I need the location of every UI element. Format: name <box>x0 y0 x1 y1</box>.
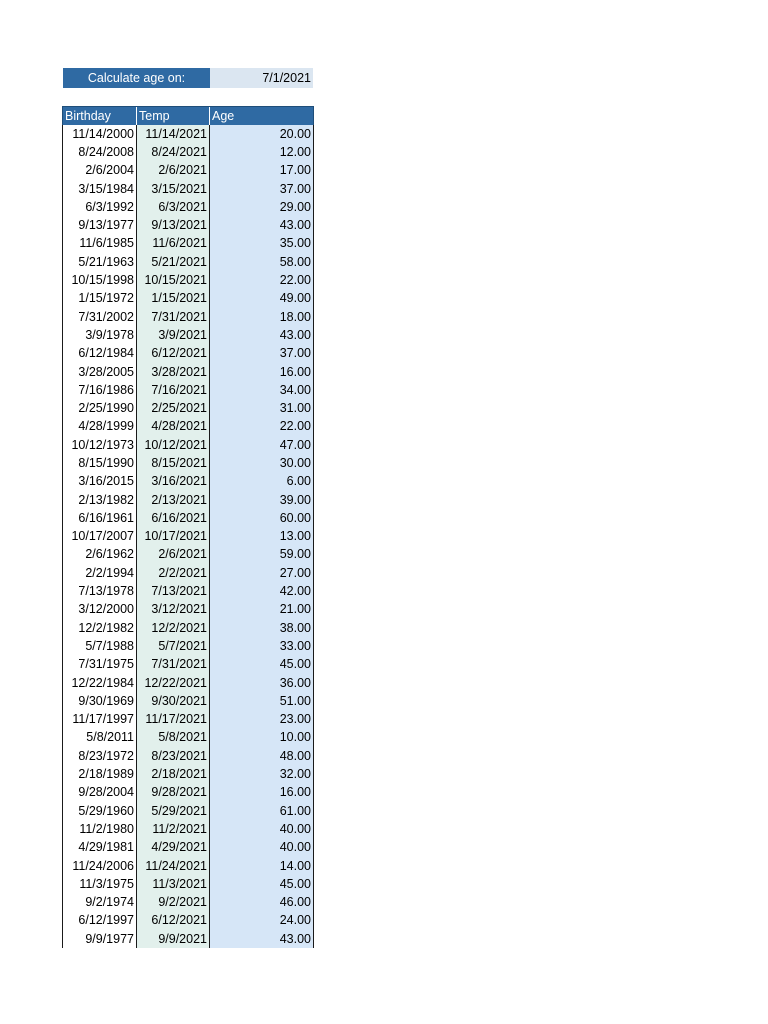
table-row <box>63 582 314 600</box>
age-cell[interactable]: 60.00 <box>210 509 314 527</box>
temp-cell[interactable]: 3/9/2021 <box>137 326 210 344</box>
birthday-cell[interactable]: 11/6/1985 <box>63 235 137 253</box>
age-cell[interactable]: 43.00 <box>210 216 314 234</box>
birthday-cell[interactable]: 5/7/1988 <box>63 637 137 655</box>
birthday-cell[interactable]: 4/29/1981 <box>63 839 137 857</box>
table-row <box>63 180 314 198</box>
birthday-cell[interactable]: 6/12/1997 <box>63 912 137 930</box>
table-header-row <box>63 107 314 126</box>
birthday-cell[interactable]: 3/12/2000 <box>63 601 137 619</box>
age-cell[interactable]: 40.00 <box>210 839 314 857</box>
birthday-cell[interactable]: 6/16/1961 <box>63 509 137 527</box>
birthday-cell[interactable]: 11/24/2006 <box>63 857 137 875</box>
temp-cell[interactable]: 2/25/2021 <box>137 399 210 417</box>
birthday-cell[interactable]: 3/15/1984 <box>63 180 137 198</box>
age-cell[interactable]: 35.00 <box>210 235 314 253</box>
age-cell[interactable]: 22.00 <box>210 418 314 436</box>
age-cell[interactable]: 61.00 <box>210 802 314 820</box>
age-cell[interactable]: 33.00 <box>210 637 314 655</box>
table-row <box>63 162 314 180</box>
age-cell[interactable]: 27.00 <box>210 564 314 582</box>
temp-cell[interactable]: 3/12/2021 <box>137 601 210 619</box>
birthday-cell[interactable]: 2/13/1982 <box>63 491 137 509</box>
temp-cell[interactable]: 7/13/2021 <box>137 582 210 600</box>
birthday-cell[interactable]: 5/21/1963 <box>63 253 137 271</box>
birthday-cell[interactable]: 9/2/1974 <box>63 893 137 911</box>
table-row <box>63 418 314 436</box>
age-cell[interactable]: 16.00 <box>210 363 314 381</box>
birthday-cell[interactable]: 11/3/1975 <box>63 875 137 893</box>
age-cell[interactable]: 42.00 <box>210 582 314 600</box>
age-cell[interactable]: 58.00 <box>210 253 314 271</box>
table-row <box>63 473 314 491</box>
birthday-cell[interactable]: 11/2/1980 <box>63 820 137 838</box>
birthday-cell[interactable]: 8/23/1972 <box>63 747 137 765</box>
table-row <box>63 491 314 509</box>
birthday-cell[interactable]: 11/17/1997 <box>63 711 137 729</box>
age-cell[interactable]: 46.00 <box>210 893 314 911</box>
temp-cell[interactable]: 11/14/2021 <box>137 125 210 143</box>
header-age[interactable]: Age <box>210 107 314 126</box>
birthday-cell[interactable]: 3/16/2015 <box>63 473 137 491</box>
table-row <box>63 271 314 289</box>
age-cell[interactable]: 30.00 <box>210 454 314 472</box>
temp-cell[interactable]: 7/16/2021 <box>137 381 210 399</box>
temp-cell[interactable]: 9/28/2021 <box>137 784 210 802</box>
table-row <box>63 820 314 838</box>
table-row <box>63 619 314 637</box>
temp-cell[interactable]: 9/2/2021 <box>137 893 210 911</box>
age-cell[interactable]: 16.00 <box>210 784 314 802</box>
temp-cell[interactable]: 2/13/2021 <box>137 491 210 509</box>
age-cell[interactable]: 32.00 <box>210 765 314 783</box>
birthday-cell[interactable]: 5/29/1960 <box>63 802 137 820</box>
age-cell[interactable]: 18.00 <box>210 308 314 326</box>
age-cell[interactable]: 20.00 <box>210 125 314 143</box>
temp-cell[interactable]: 3/28/2021 <box>137 363 210 381</box>
temp-cell[interactable]: 8/24/2021 <box>137 143 210 161</box>
age-cell[interactable]: 12.00 <box>210 143 314 161</box>
birthday-cell[interactable]: 1/15/1972 <box>63 290 137 308</box>
table-row <box>63 143 314 161</box>
table-row <box>63 637 314 655</box>
temp-cell[interactable]: 8/15/2021 <box>137 454 210 472</box>
birthday-cell[interactable]: 9/30/1969 <box>63 692 137 710</box>
birthday-cell[interactable]: 4/28/1999 <box>63 418 137 436</box>
temp-cell[interactable]: 7/31/2021 <box>137 308 210 326</box>
table-row <box>63 912 314 930</box>
table-row <box>63 601 314 619</box>
age-cell[interactable]: 6.00 <box>210 473 314 491</box>
birthday-cell[interactable]: 3/9/1978 <box>63 326 137 344</box>
birthday-cell[interactable]: 2/18/1989 <box>63 765 137 783</box>
table-row <box>63 692 314 710</box>
birthday-cell[interactable]: 12/22/1984 <box>63 674 137 692</box>
birthday-cell[interactable]: 2/6/2004 <box>63 162 137 180</box>
table-row <box>63 729 314 747</box>
table-row <box>63 436 314 454</box>
temp-cell[interactable]: 6/16/2021 <box>137 509 210 527</box>
age-cell[interactable]: 34.00 <box>210 381 314 399</box>
age-cell[interactable]: 24.00 <box>210 912 314 930</box>
table-row <box>63 893 314 911</box>
birthday-cell[interactable]: 7/13/1978 <box>63 582 137 600</box>
age-cell[interactable]: 45.00 <box>210 875 314 893</box>
table-row <box>63 345 314 363</box>
table-row <box>63 711 314 729</box>
table-row <box>63 509 314 527</box>
header-temp[interactable]: Temp <box>137 107 210 126</box>
temp-cell[interactable]: 9/9/2021 <box>137 930 210 948</box>
table-row <box>63 802 314 820</box>
table-row <box>63 930 314 948</box>
age-cell[interactable]: 17.00 <box>210 162 314 180</box>
table-row <box>63 326 314 344</box>
age-cell[interactable]: 59.00 <box>210 546 314 564</box>
temp-cell[interactable]: 9/13/2021 <box>137 216 210 234</box>
temp-cell[interactable]: 1/15/2021 <box>137 290 210 308</box>
age-cell[interactable]: 22.00 <box>210 271 314 289</box>
table-body <box>63 125 314 948</box>
age-cell[interactable]: 51.00 <box>210 692 314 710</box>
table-row <box>63 381 314 399</box>
birthday-cell[interactable]: 2/2/1994 <box>63 564 137 582</box>
table-row <box>63 235 314 253</box>
age-cell[interactable]: 43.00 <box>210 326 314 344</box>
age-cell[interactable]: 40.00 <box>210 820 314 838</box>
temp-cell[interactable]: 12/22/2021 <box>137 674 210 692</box>
table-row <box>63 564 314 582</box>
age-cell[interactable]: 49.00 <box>210 290 314 308</box>
table-row <box>63 839 314 857</box>
calculate-age-date-cell[interactable]: 7/1/2021 <box>210 68 313 88</box>
temp-cell[interactable]: 11/24/2021 <box>137 857 210 875</box>
temp-cell[interactable]: 5/29/2021 <box>137 802 210 820</box>
birthday-cell[interactable]: 5/8/2011 <box>63 729 137 747</box>
table-row <box>63 528 314 546</box>
temp-cell[interactable]: 5/8/2021 <box>137 729 210 747</box>
temp-cell[interactable]: 10/12/2021 <box>137 436 210 454</box>
birthday-cell[interactable]: 7/16/1986 <box>63 381 137 399</box>
birthday-cell[interactable]: 6/12/1984 <box>63 345 137 363</box>
table-row <box>63 363 314 381</box>
age-cell[interactable]: 36.00 <box>210 674 314 692</box>
table-row <box>63 308 314 326</box>
age-cell[interactable]: 48.00 <box>210 747 314 765</box>
age-cell[interactable]: 47.00 <box>210 436 314 454</box>
age-cell[interactable]: 10.00 <box>210 729 314 747</box>
age-cell[interactable]: 43.00 <box>210 930 314 948</box>
temp-cell[interactable]: 11/6/2021 <box>137 235 210 253</box>
age-cell[interactable]: 38.00 <box>210 619 314 637</box>
age-cell[interactable]: 37.00 <box>210 345 314 363</box>
temp-cell[interactable]: 10/17/2021 <box>137 528 210 546</box>
table-row <box>63 765 314 783</box>
age-cell[interactable]: 29.00 <box>210 198 314 216</box>
birthday-cell[interactable]: 10/15/1998 <box>63 271 137 289</box>
table-row <box>63 875 314 893</box>
table-row <box>63 125 314 143</box>
calculate-age-label: Calculate age on: <box>63 68 210 88</box>
temp-cell[interactable]: 11/17/2021 <box>137 711 210 729</box>
birthday-cell[interactable]: 9/9/1977 <box>63 930 137 948</box>
table-row <box>63 454 314 472</box>
birthday-cell[interactable]: 8/15/1990 <box>63 454 137 472</box>
temp-cell[interactable]: 11/3/2021 <box>137 875 210 893</box>
birthday-cell[interactable]: 2/25/1990 <box>63 399 137 417</box>
birthday-cell[interactable]: 8/24/2008 <box>63 143 137 161</box>
table-row <box>63 784 314 802</box>
birthday-cell[interactable]: 11/14/2000 <box>63 125 137 143</box>
birthday-age-table <box>62 106 314 948</box>
table-row <box>63 546 314 564</box>
table-row <box>63 656 314 674</box>
temp-cell[interactable]: 4/29/2021 <box>137 839 210 857</box>
temp-cell[interactable]: 12/2/2021 <box>137 619 210 637</box>
age-cell[interactable]: 45.00 <box>210 656 314 674</box>
birthday-cell[interactable]: 2/6/1962 <box>63 546 137 564</box>
table-row <box>63 747 314 765</box>
temp-cell[interactable]: 2/6/2021 <box>137 546 210 564</box>
birthday-cell[interactable]: 7/31/1975 <box>63 656 137 674</box>
table-row <box>63 198 314 216</box>
age-cell[interactable]: 14.00 <box>210 857 314 875</box>
temp-cell[interactable]: 8/23/2021 <box>137 747 210 765</box>
temp-cell[interactable]: 5/7/2021 <box>137 637 210 655</box>
birthday-cell[interactable]: 9/13/1977 <box>63 216 137 234</box>
temp-cell[interactable]: 10/15/2021 <box>137 271 210 289</box>
table-row <box>63 857 314 875</box>
temp-cell[interactable]: 3/15/2021 <box>137 180 210 198</box>
age-cell[interactable]: 23.00 <box>210 711 314 729</box>
temp-cell[interactable]: 7/31/2021 <box>137 656 210 674</box>
temp-cell[interactable]: 2/2/2021 <box>137 564 210 582</box>
birthday-cell[interactable]: 3/28/2005 <box>63 363 137 381</box>
temp-cell[interactable]: 3/16/2021 <box>137 473 210 491</box>
age-cell[interactable]: 31.00 <box>210 399 314 417</box>
age-cell[interactable]: 21.00 <box>210 601 314 619</box>
birthday-cell[interactable]: 9/28/2004 <box>63 784 137 802</box>
table-row <box>63 399 314 417</box>
table-row <box>63 290 314 308</box>
temp-cell[interactable]: 11/2/2021 <box>137 820 210 838</box>
age-cell[interactable]: 39.00 <box>210 491 314 509</box>
age-cell[interactable]: 37.00 <box>210 180 314 198</box>
temp-cell[interactable]: 6/12/2021 <box>137 912 210 930</box>
table-row <box>63 253 314 271</box>
temp-cell[interactable]: 6/3/2021 <box>137 198 210 216</box>
birthday-cell[interactable]: 10/17/2007 <box>63 528 137 546</box>
calculate-age-row <box>63 68 313 88</box>
temp-cell[interactable]: 9/30/2021 <box>137 692 210 710</box>
birthday-cell[interactable]: 6/3/1992 <box>63 198 137 216</box>
table-row <box>63 216 314 234</box>
birthday-cell[interactable]: 12/2/1982 <box>63 619 137 637</box>
temp-cell[interactable]: 6/12/2021 <box>137 345 210 363</box>
temp-cell[interactable]: 2/18/2021 <box>137 765 210 783</box>
birthday-cell[interactable]: 7/31/2002 <box>63 308 137 326</box>
birthday-cell[interactable]: 10/12/1973 <box>63 436 137 454</box>
temp-cell[interactable]: 4/28/2021 <box>137 418 210 436</box>
table-row <box>63 674 314 692</box>
temp-cell[interactable]: 5/21/2021 <box>137 253 210 271</box>
header-birthday[interactable]: Birthday <box>63 107 137 126</box>
temp-cell[interactable]: 2/6/2021 <box>137 162 210 180</box>
age-cell[interactable]: 13.00 <box>210 528 314 546</box>
